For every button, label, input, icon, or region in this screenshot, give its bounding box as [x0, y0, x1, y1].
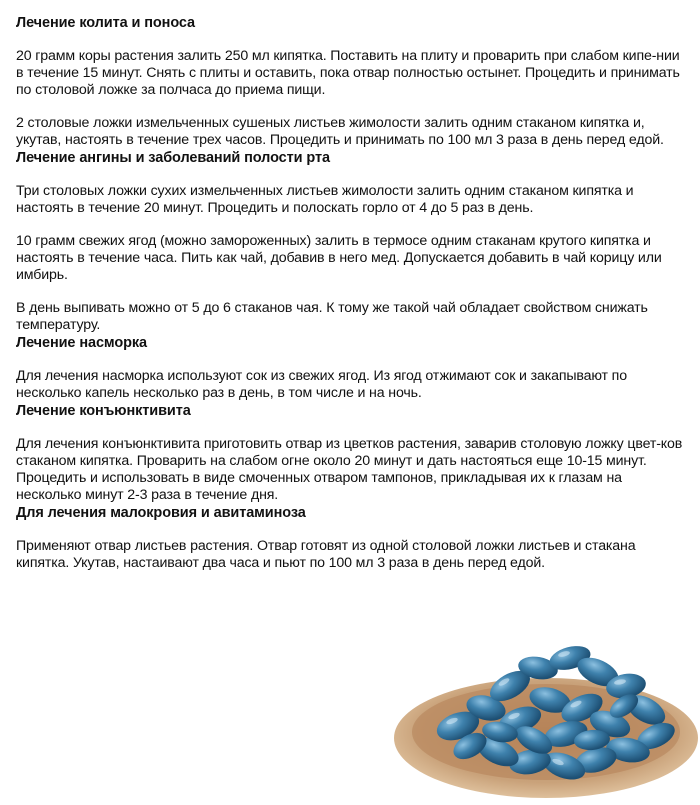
paragraph: 20 грамм коры растения залить 250 мл кипятка. Поставить на плиту и проварить при слабом кипе-нии в течение 15 минут. Снять с плиты и оставить, пока отвар полностью остынет. Процедить и принимать по столовой ложке за полчаса до приема пищи.: [16, 48, 680, 98]
section-runny-nose: [16, 334, 686, 402]
paragraph: Применяют отвар листьев растения. Отвар готовят из одной столовой ложки листьев и стакана кипятка. Укутав, настаивают два часа и пьют по 100 мл 3 раза в день перед едой.: [16, 538, 636, 571]
article: [16, 14, 686, 572]
paragraph: Для лечения насморка используют сок из свежих ягод. Из ягод отжимают сок и закапывают по несколько капель несколько раз в день, в том числе и на ночь.: [16, 368, 627, 401]
paragraph: В день выпивать можно от 5 до 6 стаканов чая. К тому же такой чай обладает свойством снижать температуру.: [16, 300, 648, 333]
paragraph: 10 грамм свежих ягод (можно замороженных) залить в термосе одним стаканам крутого кипятка и настоять в течение часа. Пить как чай, добавив в него мед. Допускается добавить в чай корицу или имбирь.: [16, 233, 662, 283]
section-heading: Для лечения малокровия и авитаминоза: [16, 505, 306, 521]
paragraph: Для лечения конъюнктивита приготовить отвар из цветков растения, заварив столовую ложку цвет-ков стаканом кипятка. Проварить на слабом огне около 20 минут и дать настояться еще 10-15 минут. Процедить и использовать в виде смоченных отваром тампонов, прикладывая их к глазам на несколько минут 2-3 раза в течение дня.: [16, 436, 683, 503]
section-conjunctivitis: [16, 402, 686, 504]
section-heading: Лечение конъюнктивита: [16, 403, 191, 419]
section-anemia: [16, 504, 686, 572]
paragraph: Три столовых ложки сухих измельченных листьев жимолости залить одним стаканом кипятка и настоять в течение 20 минут. Процедить и полоскать горло от 4 до 5 раз в день.: [16, 183, 634, 216]
section-heading: Лечение колита и поноса: [16, 15, 195, 31]
section-heading: Лечение насморка: [16, 335, 147, 351]
honeysuckle-berries-bowl-icon: [388, 628, 700, 800]
section-colitis: [16, 14, 686, 149]
section-heading: Лечение ангины и заболеваний полости рта: [16, 150, 330, 166]
section-angina: [16, 149, 686, 334]
paragraph: 2 столовые ложки измельченных сушеных листьев жимолости залить одним стаканом кипятка и, укутав, настоять в течение трех часов. Процедить и принимать по 100 мл 3 раза в день перед едой.: [16, 115, 664, 148]
